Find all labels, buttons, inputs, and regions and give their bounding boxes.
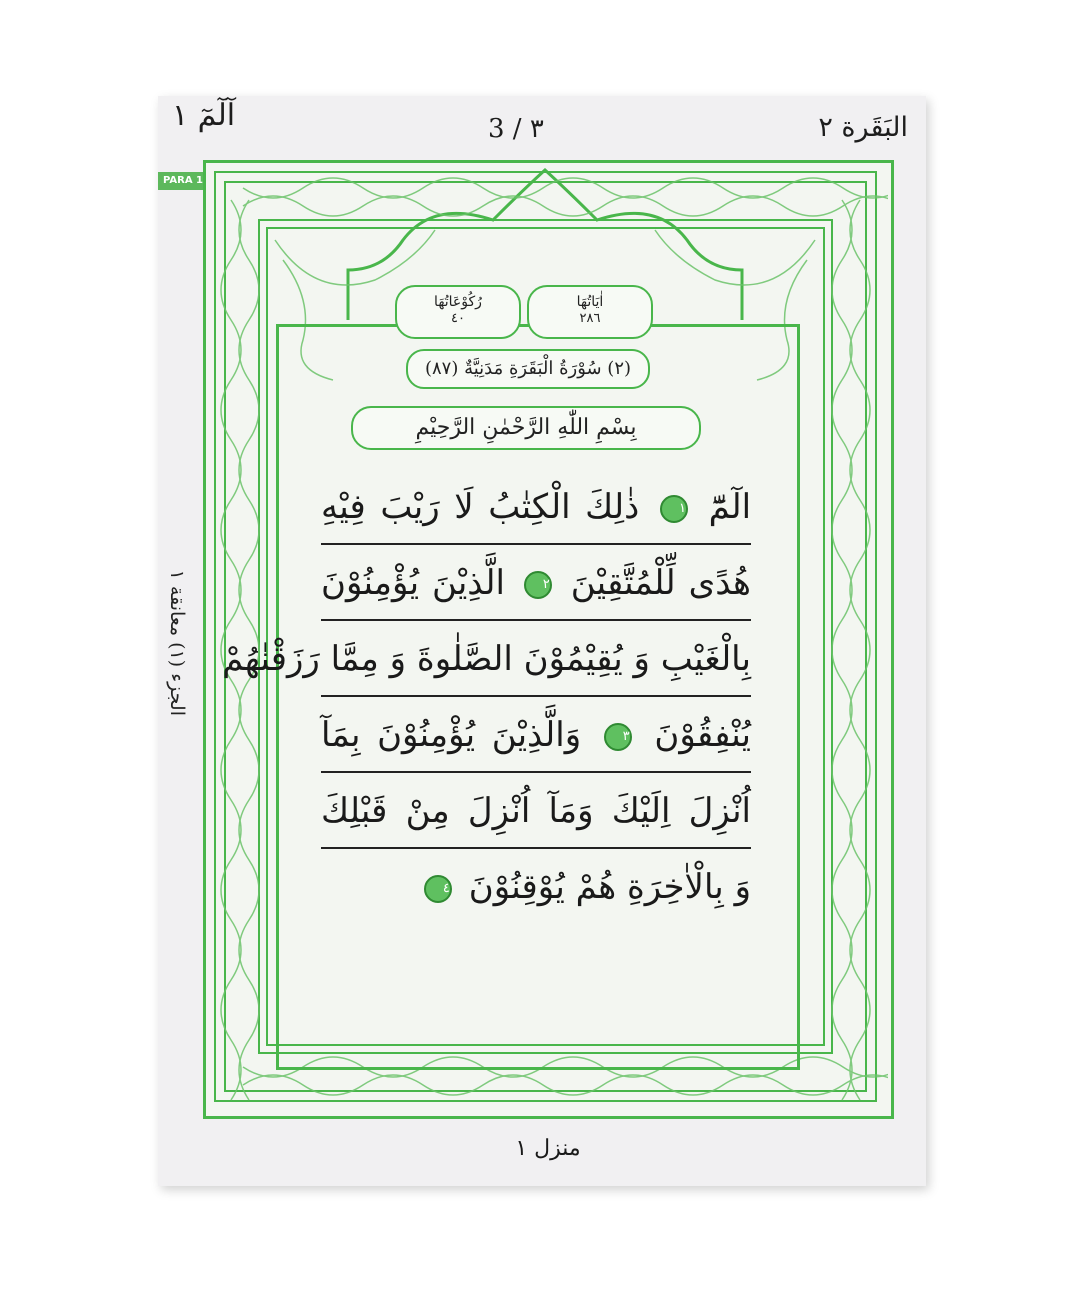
ayat-label: اٰیَاتُهَا xyxy=(576,294,604,310)
verse-line xyxy=(321,775,751,849)
verse-text: ذٰلِكَ الْكِتٰبُ لَا رَیْبَ فِیْهِ xyxy=(321,487,640,527)
ayah-number-marker: ٤ xyxy=(424,875,452,903)
verse-text: اُنْزِلَ اِلَیْكَ وَمَآ اُنْزِلَ مِنْ قَبْلِكَ xyxy=(321,791,751,831)
verse-text: یُنْفِقُوْنَ xyxy=(654,715,752,755)
ayat-value: ٢٨٦ xyxy=(579,311,601,326)
header-page-number: 3 / ٣ xyxy=(488,114,544,144)
ruku-count-medallion xyxy=(395,285,521,339)
bismillah: بِسْمِ اللّٰهِ الرَّحْمٰنِ الرَّحِیْمِ xyxy=(351,406,701,450)
verse-line xyxy=(321,547,751,621)
surah-title: (٢) سُوْرَةُ الْبَقَرَةِ مَدَنِيَّةٌ (٨٧) xyxy=(406,349,650,389)
para-tab: PARA 1 xyxy=(158,172,208,190)
manzil-footer: منزل ١ xyxy=(515,1136,581,1161)
verse-line xyxy=(321,471,751,545)
verse-line xyxy=(321,699,751,773)
verse-text: الَّذِیْنَ یُؤْمِنُوْنَ xyxy=(321,563,505,603)
verse-text: الٓمّٓ xyxy=(708,487,752,527)
ayat-count-medallion xyxy=(527,285,653,339)
verse-line xyxy=(222,623,751,697)
ruku-label: رُكُوْعَاتُهَا xyxy=(434,294,482,310)
verse-text: وَ بِالْاٰخِرَةِ هُمْ یُوْقِنُوْنَ xyxy=(468,867,751,907)
ruku-value: ٤٠ xyxy=(451,311,465,326)
header-juz-marker: آلٓمٓ ١ xyxy=(172,98,236,133)
verse-text: هُدًى لِّلْمُتَّقِیْنَ xyxy=(570,563,751,603)
header-surah-name: البَقَرة ٢ xyxy=(818,112,908,143)
quran-page xyxy=(158,96,926,1186)
ayah-number-marker: ١ xyxy=(660,495,688,523)
ayah-number-marker: ٣ xyxy=(604,723,632,751)
ayah-number-marker: ٢ xyxy=(524,571,552,599)
verse-text: وَالَّذِیْنَ یُؤْمِنُوْنَ بِمَآ xyxy=(321,715,582,755)
verse-line xyxy=(321,851,751,923)
side-juz-label: الجزء (١) معانقة ١ xyxy=(166,569,188,716)
verse-text: بِالْغَیْبِ وَ یُقِیْمُوْنَ الصَّلٰوةَ وَ مِمَّا رَزَقْنٰهُمْ xyxy=(222,639,751,679)
